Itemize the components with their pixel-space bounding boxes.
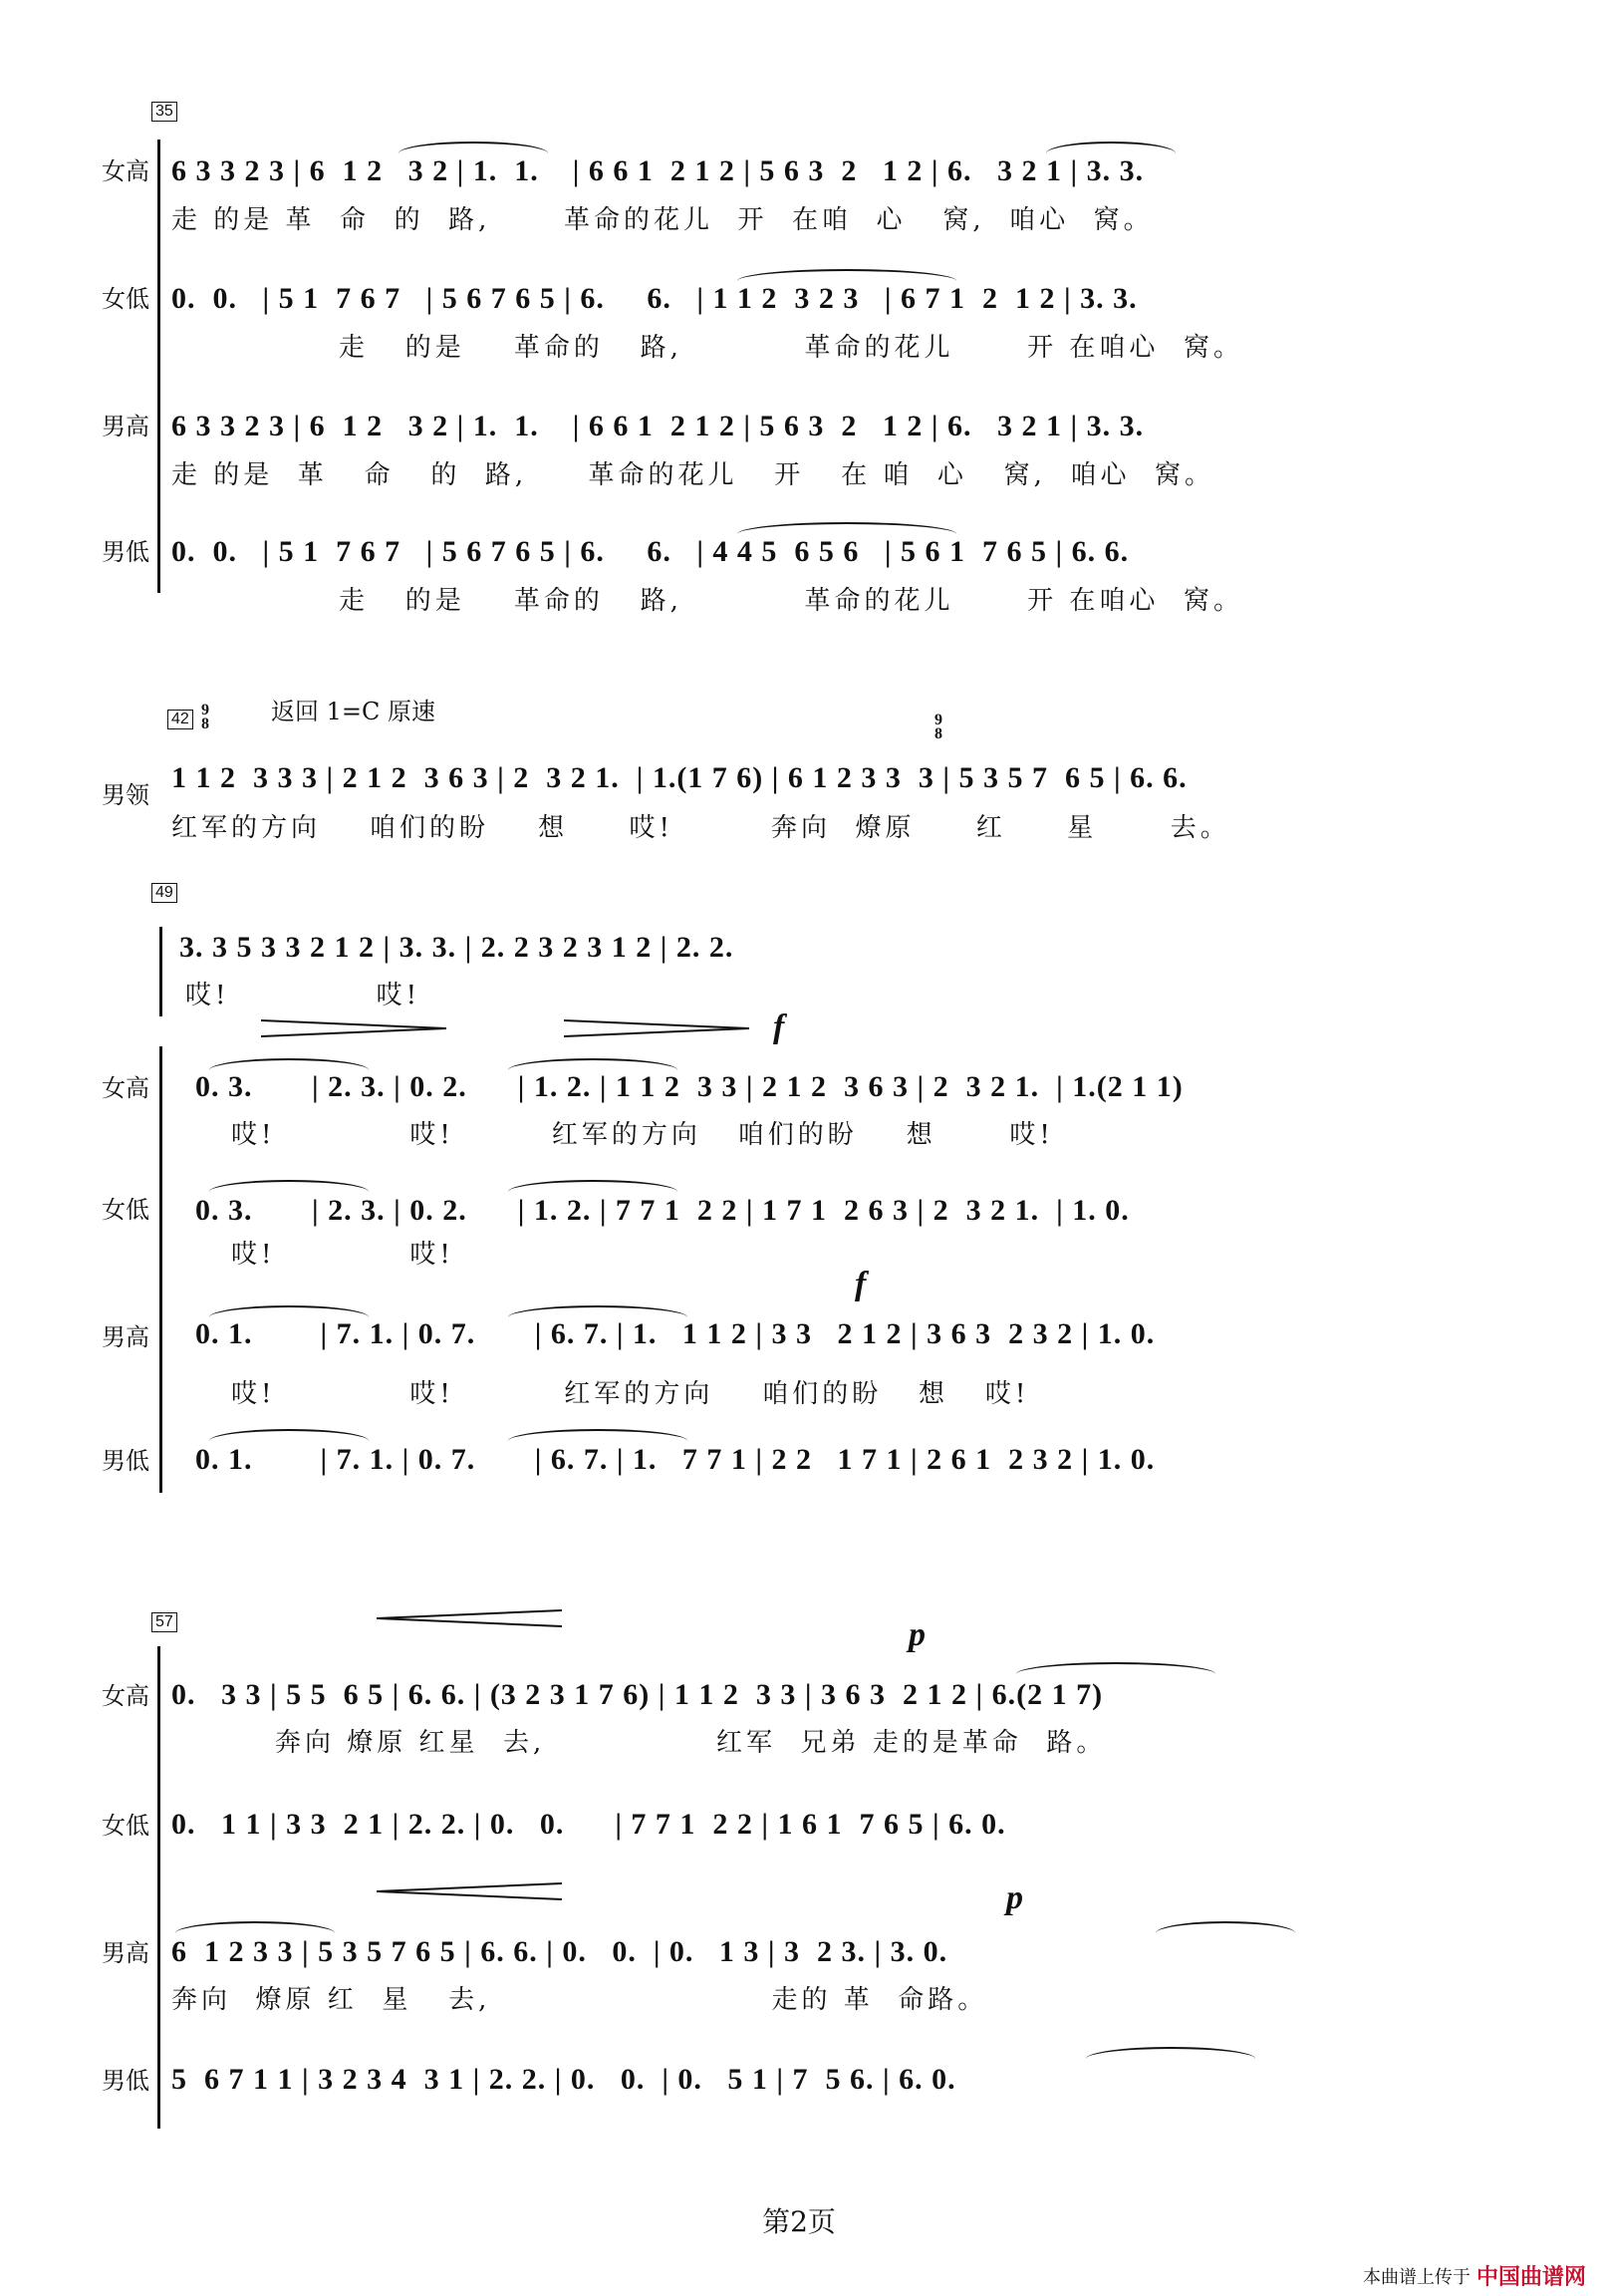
part-label: 女高 bbox=[102, 1682, 149, 1710]
slur bbox=[1046, 142, 1176, 153]
slur bbox=[399, 142, 548, 153]
time-sig-bottom: 8 bbox=[934, 725, 942, 742]
slur bbox=[737, 269, 956, 281]
system-brace bbox=[159, 1046, 162, 1493]
lyrics-line: 走 的是 革命的 路, 革命的花儿 开 在咱心 窝。 bbox=[339, 333, 1243, 363]
site-logo: 中国曲谱网 bbox=[1475, 2265, 1586, 2290]
crescendo-hairpin bbox=[377, 1608, 562, 1628]
notes-line: 3. 3 5 3 3 2 1 2 | 3. 3. | 2. 2 3 2 3 1 2 | 2. 2. bbox=[179, 931, 734, 964]
notes-line: 1 1 2 3 3 3 | 2 1 2 3 6 3 | 2 3 2 1. | 1.(1 7 6) | 6 1 2 3 3 3 | 5 3 5 7 6 5 | 6. 6. bbox=[171, 761, 1188, 794]
part-label: 男领 bbox=[102, 781, 149, 809]
time-sig-bottom: 8 bbox=[201, 716, 209, 732]
part-label: 女高 bbox=[102, 157, 149, 185]
lyrics-line: 红军的方向 咱们的盼 想 哎! 奔向 燎原 红 星 去。 bbox=[171, 813, 1230, 843]
part-label: 男低 bbox=[102, 1447, 149, 1475]
slur bbox=[209, 1305, 369, 1317]
lyrics-line: 走 的是 革 命 的 路, 革命的花儿 开 在 咱 心 窝, 咱心 窝。 bbox=[171, 460, 1214, 490]
part-label: 男高 bbox=[102, 1939, 149, 1967]
notes-line: 5 6 7 1 1 | 3 2 3 4 3 1 | 2. 2. | 0. 0. | 0. 5 1 | 7 5 6. | 6. 0. bbox=[171, 2063, 956, 2096]
slur bbox=[209, 1058, 369, 1070]
slur bbox=[508, 1058, 677, 1070]
lyrics-line: 哎! 哎! 红军的方向 咱们的盼 想 哎! bbox=[231, 1120, 1054, 1150]
part-label: 男高 bbox=[102, 1323, 149, 1351]
slur bbox=[209, 1180, 369, 1192]
measure-number-57: 57 bbox=[151, 1612, 177, 1632]
part-label: 女低 bbox=[102, 1196, 149, 1224]
page-number: 第2页 bbox=[762, 2205, 836, 2238]
part-label: 男高 bbox=[102, 413, 149, 440]
notes-line: 0. 1. | 7. 1. | 0. 7. | 6. 7. | 1. 1 1 2 | 3 3 2 1 2 | 3 6 3 2 3 2 | 1. 0. bbox=[195, 1317, 1156, 1350]
lyrics-line: 哎! 哎! bbox=[231, 1240, 454, 1270]
slur bbox=[737, 522, 956, 534]
slur bbox=[1156, 1921, 1295, 1933]
notes-line: 0. 0. | 5 1 7 6 7 | 5 6 7 6 5 | 6. 6. | 1 1 2 3 2 3 | 6 7 1 2 1 2 | 3. 3. bbox=[171, 282, 1138, 315]
time-sig-top: 9 bbox=[934, 712, 942, 728]
part-label: 女低 bbox=[102, 1812, 149, 1840]
slur bbox=[1086, 2047, 1255, 2059]
part-label: 男低 bbox=[102, 538, 149, 566]
part-label: 男低 bbox=[102, 2067, 149, 2095]
crescendo-hairpin bbox=[564, 1018, 749, 1038]
notes-line: 0. 0. | 5 1 7 6 7 | 5 6 7 6 5 | 6. 6. | 4 4 5 6 5 6 | 5 6 1 7 6 5 | 6. 6. bbox=[171, 535, 1130, 568]
notes-line: 6 1 2 3 3 | 5 3 5 7 6 5 | 6. 6. | 0. 0. | 0. 1 3 | 3 2 3. | 3. 0. bbox=[171, 1935, 948, 1968]
slur bbox=[508, 1180, 677, 1192]
lyrics-line: 走 的是 革 命 的 路, 革命的花儿 开 在咱 心 窝, 咱心 窝。 bbox=[171, 205, 1154, 235]
time-sig-top: 9 bbox=[201, 702, 209, 718]
part-label: 女低 bbox=[102, 285, 149, 313]
lyrics-line: 奔向 燎原 红 星 去, 走的 革 命路。 bbox=[171, 1985, 988, 2015]
slur bbox=[1016, 1662, 1215, 1674]
dynamic-piano: p bbox=[909, 1616, 926, 1653]
lyrics-line: 哎! 哎! 红军的方向 咱们的盼 想 哎! bbox=[231, 1379, 1030, 1409]
part-label: 女高 bbox=[102, 1074, 149, 1102]
notes-line: 0. 1. | 7. 1. | 0. 7. | 6. 7. | 1. 7 7 1 | 2 2 1 7 1 | 2 6 1 2 3 2 | 1. 0. bbox=[195, 1443, 1156, 1476]
system-brace bbox=[157, 140, 160, 593]
upload-note: 本曲谱上传于 bbox=[1362, 2266, 1470, 2288]
crescendo-hairpin bbox=[377, 1881, 562, 1901]
notes-line: 0. 3. | 2. 3. | 0. 2. | 1. 2. | 1 1 2 3 3 | 2 1 2 3 6 3 | 2 3 2 1. | 1.(2 1 1) bbox=[195, 1070, 1184, 1103]
lyrics-line: 奔向 燎原 红星 去, 红军 兄弟 走的是革命 路。 bbox=[275, 1728, 1107, 1758]
notes-line: 0. 3. | 2. 3. | 0. 2. | 1. 2. | 7 7 1 2 2 | 1 7 1 2 6 3 | 2 3 2 1. | 1. 0. bbox=[195, 1194, 1130, 1227]
notes-line: 6 3 3 2 3 | 6 1 2 3 2 | 1. 1. | 6 6 1 2 1 2 | 5 6 3 2 1 2 | 6. 3 2 1 | 3. 3. bbox=[171, 154, 1145, 187]
tempo-direction: 返回 1=C 原速 bbox=[271, 698, 435, 725]
slur bbox=[175, 1921, 335, 1933]
notes-line: 0. 1 1 | 3 3 2 1 | 2. 2. | 0. 0. | 7 7 1 2 2 | 1 6 1 7 6 5 | 6. 0. bbox=[171, 1808, 1006, 1841]
slur bbox=[209, 1429, 369, 1441]
notes-line: 0. 3 3 | 5 5 6 5 | 6. 6. | (3 2 3 1 7 6) | 1 1 2 3 3 | 3 6 3 2 1 2 | 6.(2 1 7) bbox=[171, 1678, 1104, 1711]
notes-line: 6 3 3 2 3 | 6 1 2 3 2 | 1. 1. | 6 6 1 2 1 2 | 5 6 3 2 1 2 | 6. 3 2 1 | 3. 3. bbox=[171, 410, 1145, 442]
lyrics-line: 哎! 哎! bbox=[185, 981, 421, 1010]
time-signature bbox=[201, 704, 209, 731]
time-signature bbox=[934, 714, 942, 741]
dynamic-forte: f bbox=[773, 1008, 785, 1045]
decrescendo-hairpin bbox=[261, 1018, 446, 1038]
dynamic-forte: f bbox=[855, 1266, 867, 1302]
slur bbox=[508, 1305, 687, 1317]
system-brace bbox=[157, 1646, 160, 2129]
lyrics-line: 走 的是 革命的 路, 革命的花儿 开 在咱心 窝。 bbox=[339, 586, 1243, 616]
watermark bbox=[1363, 2260, 1586, 2291]
system-brace bbox=[159, 927, 162, 1016]
slur bbox=[508, 1429, 687, 1441]
dynamic-piano: p bbox=[1006, 1879, 1023, 1916]
measure-number-49: 49 bbox=[151, 883, 177, 903]
measure-number-35: 35 bbox=[151, 102, 177, 122]
measure-number-42: 42 bbox=[167, 710, 193, 729]
